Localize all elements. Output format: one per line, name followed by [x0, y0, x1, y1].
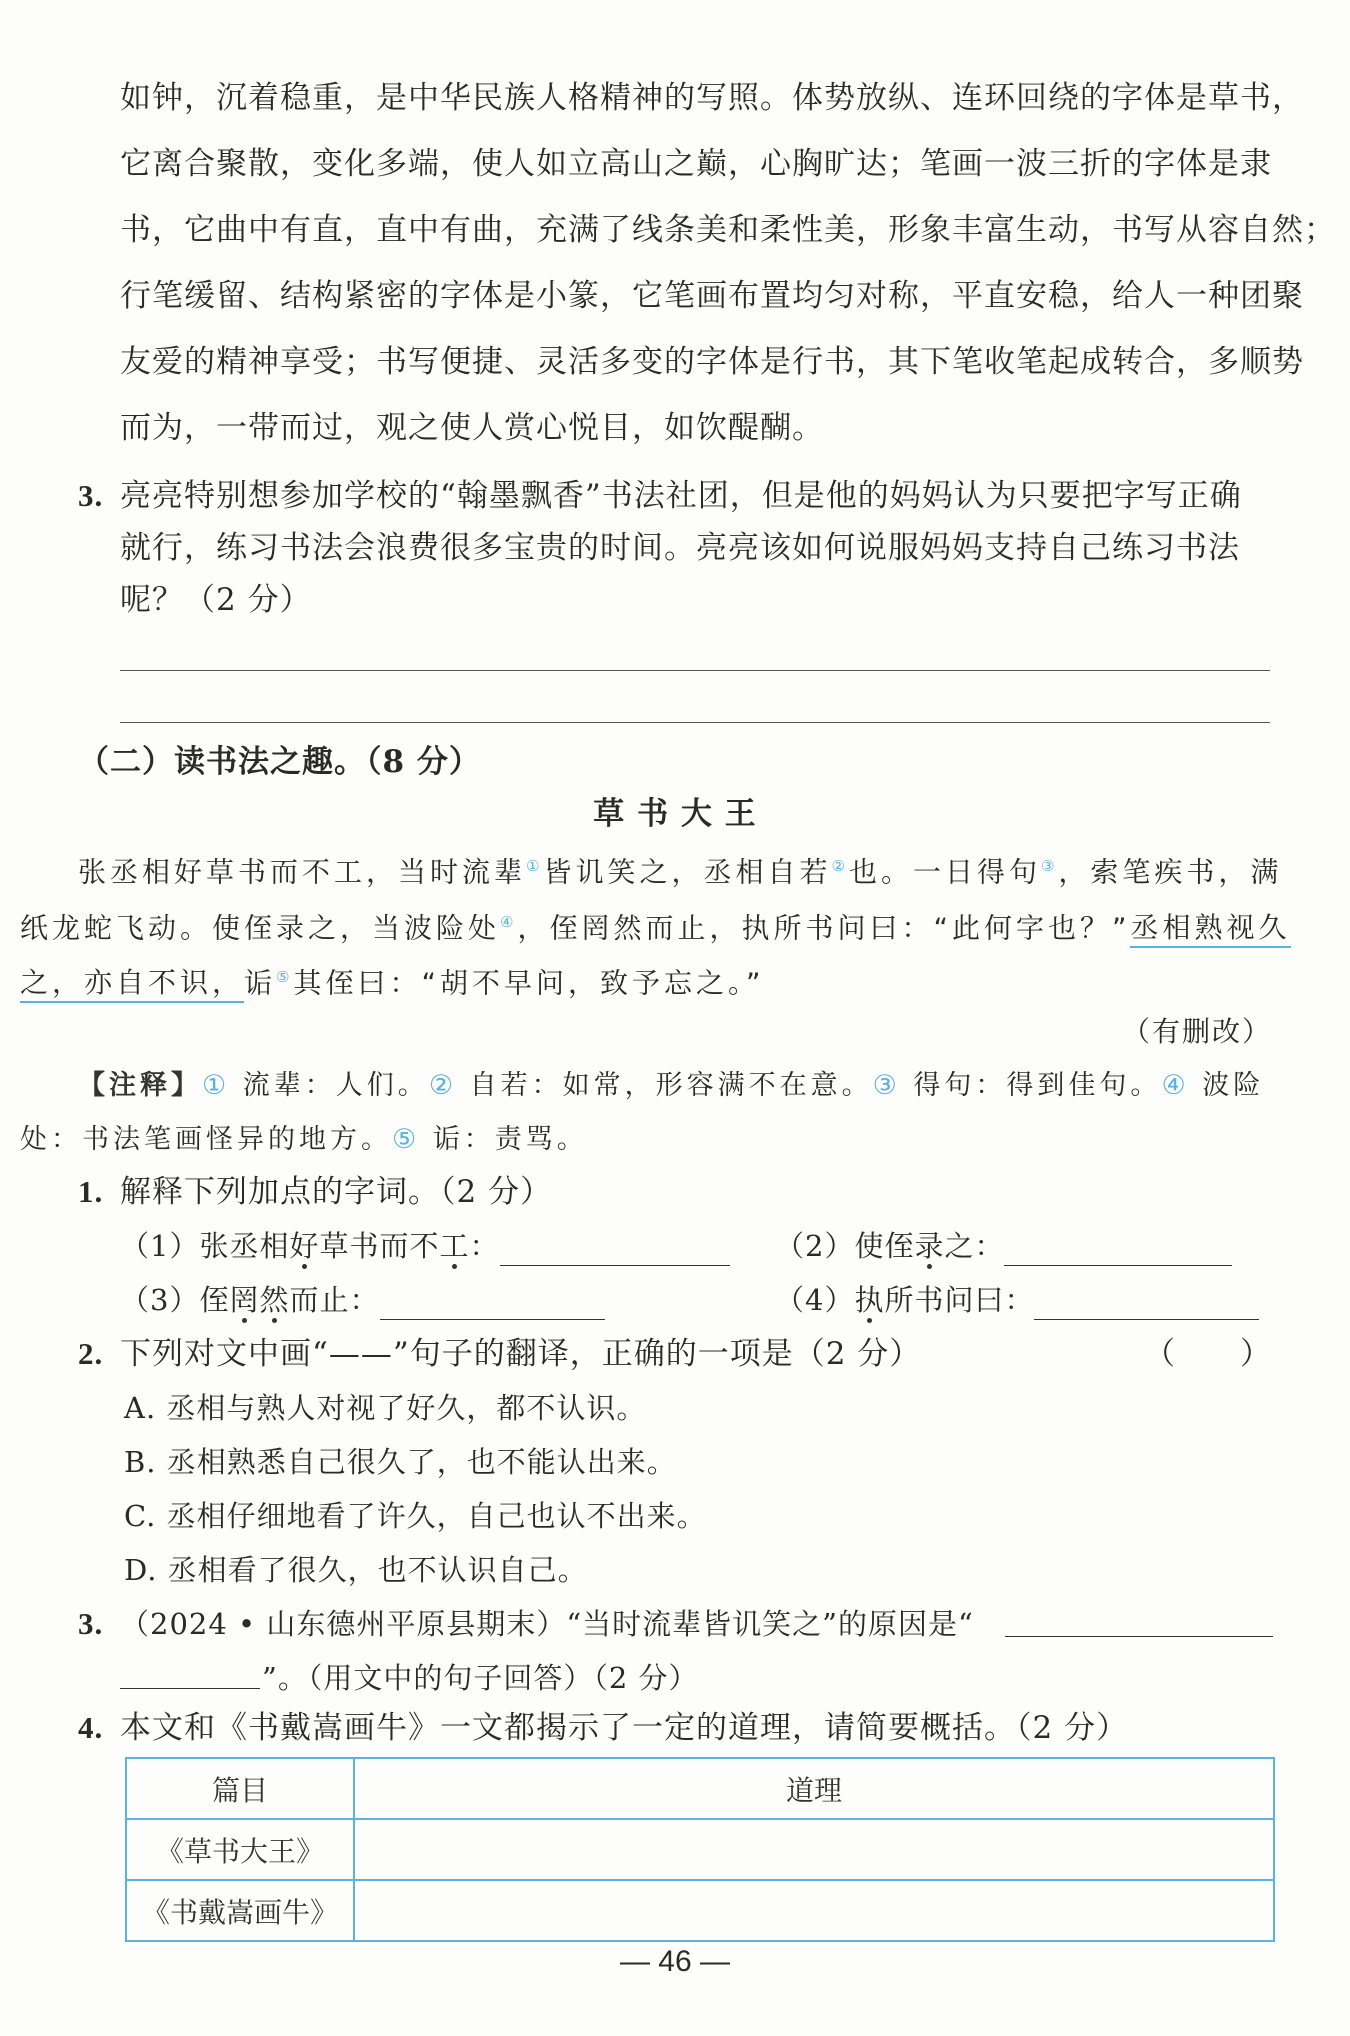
answer-blank[interactable] — [500, 1235, 730, 1266]
question-number: 3. — [78, 1606, 104, 1641]
q1-item-1: （1）张丞相好草书而不工： — [120, 1226, 730, 1266]
option-b[interactable]: B. 丞相熟悉自己很久了，也不能认出来。 — [124, 1445, 677, 1479]
answer-blank[interactable] — [1004, 1235, 1232, 1266]
table-answer-cell[interactable] — [354, 1880, 1274, 1941]
underlined-sentence: 丞相熟视久 — [1130, 911, 1290, 948]
paragraph-line: 友爱的精神享受；书写便捷、灵活多变的字体是行书，其下笔收笔起成转合，多顺势 — [120, 344, 1304, 380]
question-text: 下列对文中画“——”句子的翻译，正确的一项是（2 分） — [120, 1336, 922, 1372]
question-text: 亮亮特别想参加学校的“翰墨飘香”书法社团，但是他的妈妈认为只要把字写正确 — [120, 478, 1242, 514]
answer-paren[interactable]: （ ） — [1144, 1336, 1272, 1372]
table-header: 道理 — [354, 1758, 1274, 1819]
passage-line: 之，亦自不识，诟⑤其侄曰：“胡不早问，致予忘之。” — [20, 957, 765, 1003]
table-row-title: 《书戴嵩画牛》 — [126, 1880, 354, 1941]
question-text: 呢？（2 分） — [120, 582, 312, 618]
passage-line: 纸龙蛇飞动。使侄录之，当波险处④，侄罔然而止，执所书问曰：“此何字也？”丞相熟视久 — [20, 902, 1291, 948]
question-text: （2024 • 山东德州平原县期末）“当时流辈皆讥笑之”的原因是“ — [120, 1607, 974, 1641]
answer-blank[interactable] — [380, 1289, 605, 1320]
answer-line[interactable] — [120, 722, 1270, 723]
question-text: 解释下列加点的字词。（2 分） — [120, 1174, 553, 1210]
question-text: ”。（用文中的句子回答）（2 分） — [262, 1661, 699, 1695]
paragraph-line: 行笔缓留、结构紧密的字体是小篆，它笔画布置均匀对称，平直安稳，给人一种团聚 — [120, 278, 1304, 314]
answer-blank[interactable] — [1034, 1289, 1259, 1320]
answer-blank[interactable] — [120, 1658, 260, 1689]
q1-item-3: （3）侄罔然而止： — [120, 1280, 605, 1320]
page-number: — 46 — — [619, 1945, 731, 1978]
answer-line[interactable] — [120, 670, 1270, 671]
paragraph-line: 书，它曲中有直，直中有曲，充满了线条美和柔性美，形象丰富生动，书写从容自然； — [120, 212, 1336, 248]
option-c[interactable]: C. 丞相仔细地看了许久，自己也认不出来。 — [124, 1499, 707, 1533]
question-number: 3. — [78, 478, 104, 513]
answer-table — [125, 1757, 1275, 1942]
notes-line: 【注释】① 流辈：人们。② 自若：如常，形容满不在意。③ 得句：得到佳句。④ 波险 — [78, 1070, 1265, 1101]
q1-item-4: （4）执所书问曰： — [775, 1280, 1259, 1320]
passage-line: 张丞相好草书而不工，当时流辈①皆讥笑之，丞相自若②也。一日得句③，索笔疾书，满 — [78, 855, 1283, 889]
question-number: 1. — [78, 1174, 104, 1209]
passage-title: 草 书 大 王 — [593, 796, 757, 832]
paragraph-line: 而为，一带而过，观之使人赏心悦目，如饮醍醐。 — [120, 410, 824, 446]
question-number: 2. — [78, 1336, 104, 1371]
source-note: （有删改） — [1121, 1015, 1272, 1048]
option-a[interactable]: A. 丞相与熟人对视了好久，都不认识。 — [124, 1391, 647, 1425]
option-d[interactable]: D. 丞相看了很久，也不认识自己。 — [124, 1553, 588, 1587]
section-heading: （二）读书法之趣。（8 分） — [78, 744, 481, 780]
question-text: 就行，练习书法会浪费很多宝贵的时间。亮亮该如何说服妈妈支持自己练习书法 — [120, 530, 1240, 566]
paragraph-line: 它离合聚散，变化多端，使人如立高山之巅，心胸旷达；笔画一波三折的字体是隶 — [120, 146, 1272, 182]
underlined-sentence: 之，亦自不识， — [20, 966, 244, 1003]
question-text: 本文和《书戴嵩画牛》一文都揭示了一定的道理，请简要概括。（2 分） — [120, 1710, 1129, 1746]
table-row-title: 《草书大王》 — [126, 1819, 354, 1880]
notes-line: 处：书法笔画怪异的地方。⑤ 诟：责骂。 — [20, 1124, 588, 1155]
paragraph-line: 如钟，沉着稳重，是中华民族人格精神的写照。体势放纵、连环回绕的字体是草书， — [120, 80, 1304, 116]
q1-item-2: （2）使侄录之： — [775, 1226, 1232, 1266]
answer-blank[interactable] — [1005, 1606, 1273, 1637]
table-answer-cell[interactable] — [354, 1819, 1274, 1880]
question-number: 4. — [78, 1710, 104, 1745]
table-header: 篇目 — [126, 1758, 354, 1819]
